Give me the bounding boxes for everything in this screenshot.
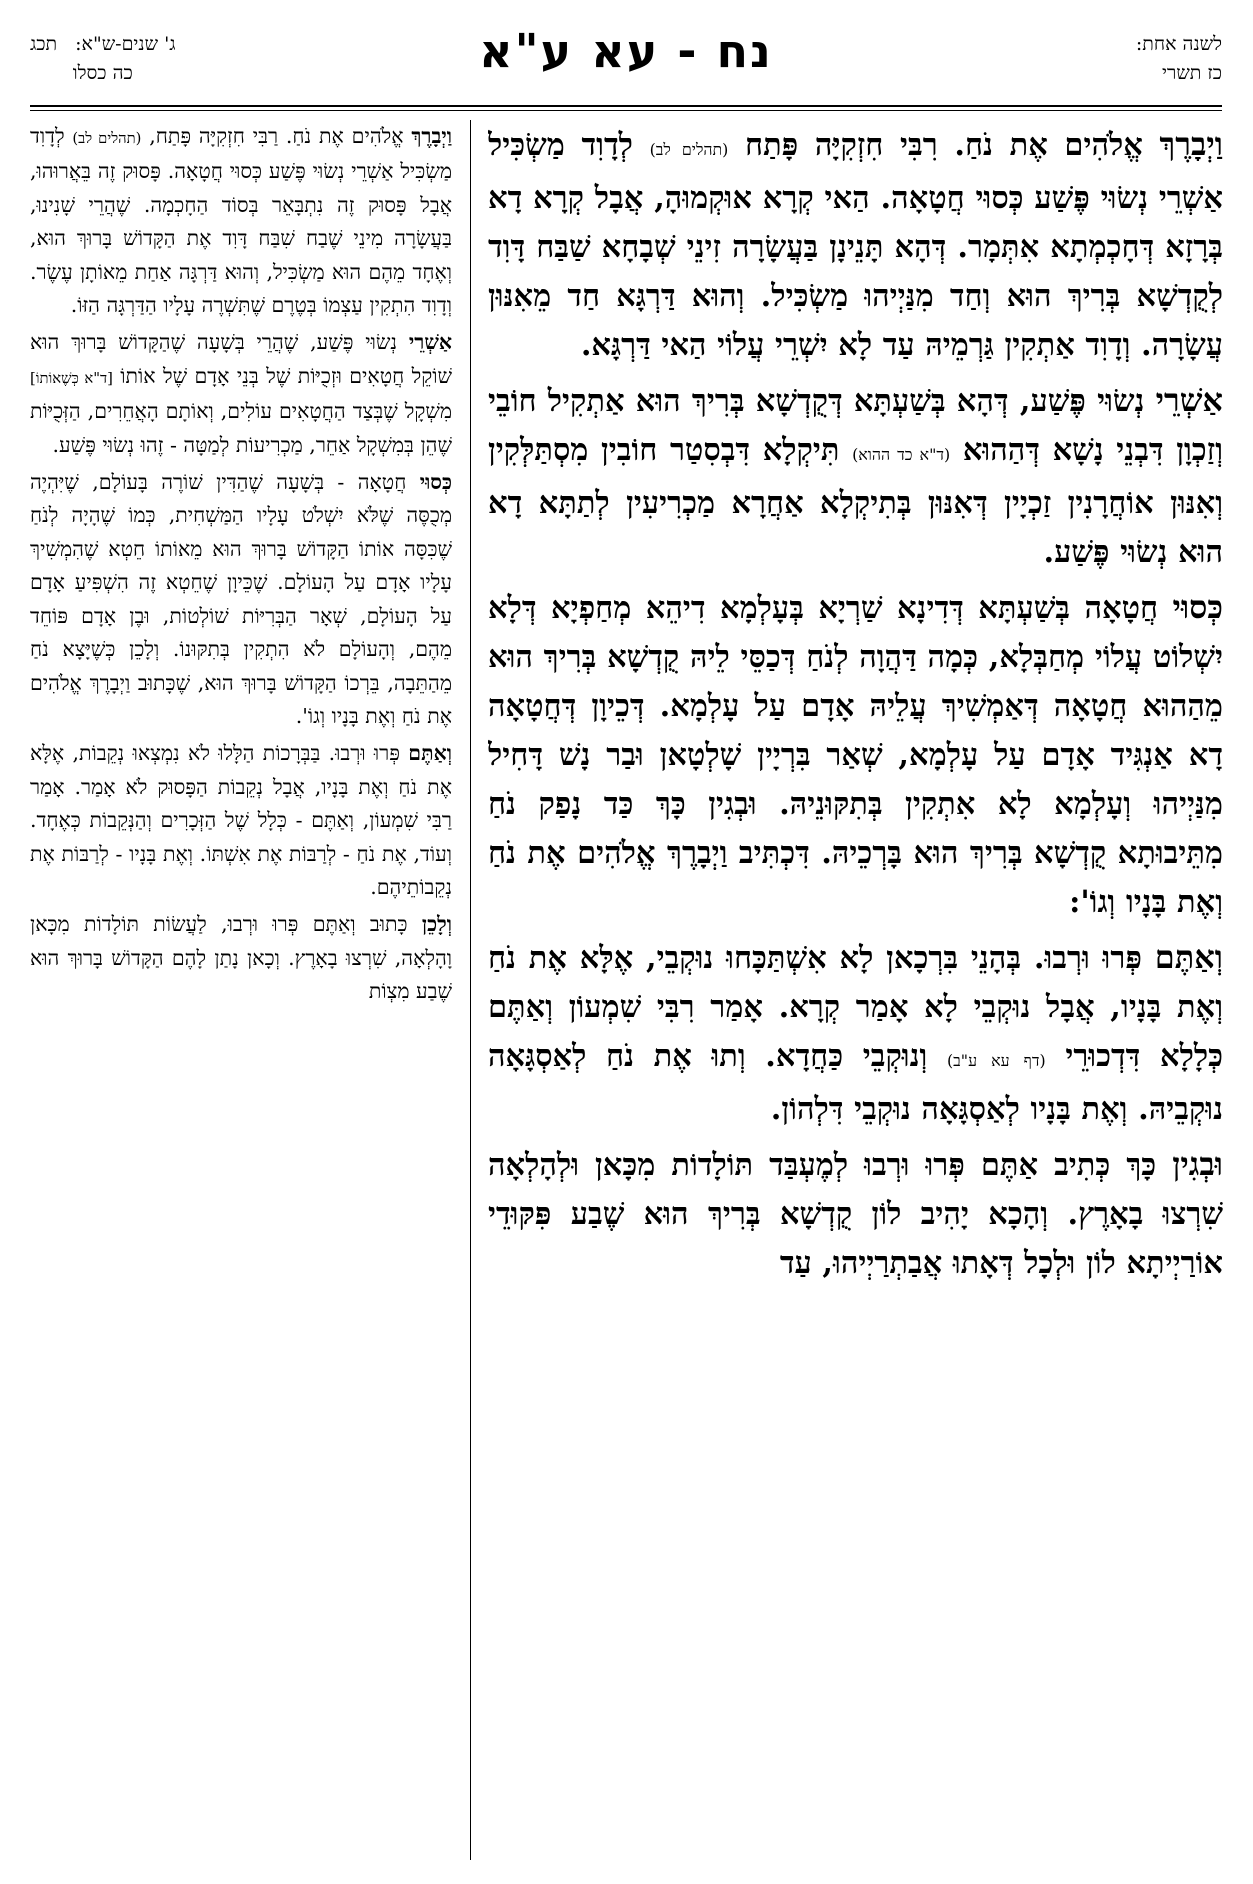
source-reference: (תהלים לב) <box>72 130 142 147</box>
header-rule-thin <box>30 110 1222 111</box>
paragraph-lead-word: כְּסוּי <box>419 470 452 495</box>
paragraph-text: נְשׂוּי פֶּשַׁע, שֶׁהֲרֵי בְּשָׁעָה שֶׁהַקָּדוֹשׁ בָּרוּךְ הוּא שׁוֹקֵל חֲטָאִים וּזְכֻיּוֹת שֶׁל בְּנֵי אָדָם שֶׁל אוֹתוֹ <box>30 330 452 388</box>
paragraph-lead-word: וְאַתֶּם <box>408 741 452 766</box>
paragraph-text: מִשְׁקָל שֶׁבְּצַד הַחֲטָאִים עוֹלִים, וְאוֹתָם הָאֲחֵרִים, הַזְּכֻיּוֹת שֶׁהֵן בְּמִשְׁקָל אַחֵר, מַכְרִיעוֹת לְמַטָּה - זֶהוּ נְשׂוּי פֶּשַׁע. <box>30 399 452 457</box>
paragraph-text: כָּתוּב וְאַתֶּם פְּרוּ וּרְבוּ, לַעֲשׂוֹת תּוֹלָדוֹת מִכָּאן וָהָלְאָה, שִׁרְצוּ בָאָרֶץ. וְכָאן נָתַן לָהֶם הַקָּדוֹשׁ בָּרוּךְ הוּא שֶׁבַע מִצְוֹת <box>30 912 452 1004</box>
paragraph-text: פְּרוּ וּרְבוּ. בַּבְּרָכוֹת הַלָּלוּ לֹא נִמְצְאוּ נְקֵבוֹת, אֶלָּא אֶת נֹחַ וְאֶת בָּנָיו, אֲבָל נְקֵבוֹת הַפָּסוּק לֹא אָמַר. אָמַר רַבִּי שִׁמְעוֹן, וְאַתֶּם - כְּלָל שֶׁל הַזְּכָרִים וְהַנְּקֵבוֹת כְּאֶחָד. וְעוֹד, אֶת נֹחַ - לְרַבּוֹת אֶת אִשְׁתּוֹ. וְאֶת בָּנָיו - לְרַבּוֹת אֶת נְקֵבוֹתֵיהֶם. <box>30 741 452 899</box>
side-paragraph <box>30 326 452 462</box>
source-reference: (ד"א כד ההוא) <box>852 445 951 464</box>
page-header <box>30 24 1222 112</box>
side-paragraph <box>30 466 452 733</box>
paragraph-text: כָּךְ כְּתִיב אַתֶּם פְּרוּ וּרְבוּ לְמֶעְבַּד תּוֹלָדוֹת מִכָּאן וּלְהָלְאָה שִׁרְצוּ בָאָרֶץ. וְהָכָא יָהִיב לוֹן קֻדְשָׁא בְּרִיךְ הוּא שֶׁבַע פִּקּוּדֵי אוֹרַיְיתָא לוֹן וּלְכָל דְּאָתוּ אֲבַתְרַיְיהוּ, עַד <box>488 1147 1223 1281</box>
header-left-block <box>30 30 176 88</box>
side-paragraph <box>30 120 452 322</box>
one-year-cycle-label: לשנה אחת: <box>1135 33 1222 55</box>
main-paragraph <box>488 120 1223 370</box>
paragraph-lead-word: וַיְבָרֶךְ <box>1159 125 1223 163</box>
paragraph-lead-word: אַשְׁרֵי <box>408 330 452 355</box>
header-rule-thick <box>30 105 1222 107</box>
paragraph-lead-word: וְאַתֶּם <box>1154 938 1223 976</box>
paragraph-text: חֲטָאָה בְּשַׁעְתָּא דְּדִינָא שַׁרְיָא בְּעָלְמָא דִיהֵא מְחַפְיָא דְּלָא יִשְׁלוֹט עֲלוֹי מְחַבְּלָא, כְּמָה דַּהֲוָה לְנֹחַ דְּכַסֵּי לֵיהּ קֻדְשָׁא בְּרִיךְ הוּא מֵהַהוּא חֲטָאָה דְּאַמְשִׁיךְ עֲלֵיהּ אָדָם עַל עָלְמָא. דְּכֵיוָן דְּחֲטָאָה דָא אַנְגִּיד אָדָם עַל עָלְמָא, שְׁאַר בִּרְיָין שָׁלְטָאן וּבַר נָשׁ דָּחִיל מִנַּיְיהוּ וְעָלְמָא לָא אִתְקִין בְּתִקּוּנֵיהּ. וּבְגִין כָּךְ כַּד נָפַק נֹחַ מִתֵּיבוּתָא קֻדְשָׁא בְּרִיךְ הוּא בָּרְכֵיהּ. דִּכְתִּיב וַיְבָרֶךְ אֱלֹהִים אֶת נֹחַ וְאֶת בָּנָיו וְגוֹ': <box>488 590 1223 920</box>
paragraph-text: אֱלֹהִים אֶת נֹחַ. רִבִּי חִזְקִיָּה פָּתַח <box>728 127 1160 163</box>
paragraph-lead-word: וּבְגִין <box>1172 1145 1223 1183</box>
page-number: תכג <box>30 33 58 55</box>
paragraph-text: וְנוּקְבֵי כַּחֲדָא. וְתוּ אֶת נֹחַ לְאַסְגָּאָה נוּקְבֵיהּ. וְאֶת בָּנָיו לְאַסְגָּאָה נוּקְבֵי דִּלְהוֹן. <box>488 1038 1223 1127</box>
main-paragraph <box>488 1140 1223 1288</box>
one-year-cycle-date: כז תשרי <box>1162 62 1222 84</box>
page-title: נח - עא ע"א <box>479 24 773 78</box>
paragraph-lead-word: וְלָכֵן <box>421 912 452 937</box>
source-reference: (תהלים לב) <box>649 140 729 159</box>
three-year-cycle-label: ג' שנים-ש"א: <box>75 33 176 55</box>
source-reference: [ד"א כְּשֶׁאוֹתוֹ] <box>30 369 113 387</box>
main-paragraph <box>488 376 1223 577</box>
paragraph-text: לְדָוִד מַשְׂכִּיל אַשְׁרֵי נְשׂוּי פֶּשַׁע כְּסוּי חֲטָאָה. פָּסוּק זֶה בֵּאֲרוּהוּ, אֲבָל פָּסוּק זֶה נִתְבָּאֵר בְּסוֹד הַחָכְמָה. שֶׁהֲרֵי שָׁנִינוּ, בַּעֲשָׂרָה מִינֵי שֶׁבַח שִׁבַּח דָּוִד אֶת הַקָּדוֹשׁ בָּרוּךְ הוּא, וְאֶחָד מֵהֶם הוּא מַשְׂכִּיל, וְהוּא דַּרְגָּה אַחַת מֵאוֹתָן עֶשֶׂר. וְדָוִד הִתְקִין עַצְמוֹ בְּטֶרֶם שֶׁתִּשְׁרֶה עָלָיו הַדַּרְגָּה הַזּוֹ. <box>30 124 452 318</box>
paragraph-text: לְדָוִד מַשְׂכִּיל אַשְׁרֵי נְשׂוּי פֶּשַׁע כְּסוּי חֲטָאָה. הַאי קְרָא אוּקְמוּהָ, אֲבָל קְרָא דָא בְּרָזָא דְּחָכְמְתָא אִתְּמָר. דְּהָא תָּנֵינָן בַּעֲשָׂרָה זִינֵי שְׁבָחָא שַׁבַּח דָּוִד לְקֻדְשָׁא בְּרִיךְ הוּא וְחַד מִנַּיְיהוּ מַשְׂכִּיל. וְהוּא דַּרְגָּא חַד מֵאִנּוּן עֲשָׂרָה. וְדָוִד אַתְקִין גַּרְמֵיהּ עַד לָא יִשְׁרֵי עֲלוֹי הַאי דַּרְגָּא. <box>488 127 1223 363</box>
paragraph-text: תִּיקְלָא דִּבְסִטַר חוֹבִין מִסְתַּלְּקִין וְאִנּוּן אוֹחֲרָנִין זַכְיָין דְּאִנּוּן בְּתִיקְלָא אַחֲרָא מַכְרִיעִין לְתַתָּא דָא הוּא נְשׂוּי פֶּשַׁע. <box>488 432 1223 570</box>
paragraph-text: פְּרוּ וּרְבוּ. בְּהָנֵי בִּרְכָאן לָא אִשְׁתַּכָּחוּ נוּקְבֵי, אֶלָּא אֶת נֹחַ וְאֶת בָּנָיו, אֲבָל נוּקְבֵי לָא אָמַר קְרָא. אָמַר רִבִּי שִׁמְעוֹן וְאַתֶּם כְּלָלָא דִּדְכוּרֵי <box>488 940 1223 1074</box>
paragraph-lead-word: כְּסוּי <box>1172 588 1223 626</box>
paragraph-text: נְשׂוּי פֶּשַׁע, דְּהָא בְּשַׁעְתָּא דְּקֻדְשָׁא בְּרִיךְ הוּא אַתְקִיל חוֹבֵי וְזַכְוָן דִּבְנֵי נָשָׁא דְּהַהוּא <box>488 383 1223 468</box>
paragraph-lead-word: וַיְבָרֶךְ <box>411 124 452 148</box>
source-reference: (דף עא ע"ב) <box>946 1051 1046 1070</box>
three-year-cycle-date: כה כסלו <box>72 62 133 84</box>
main-paragraph <box>488 933 1223 1134</box>
side-paragraph <box>30 908 452 1008</box>
paragraph-text: חֲטָאָה - בְּשָׁעָה שֶׁהַדִּין שׁוֹרֶה בָּעוֹלָם, שֶׁיִּהְיֶה מְכֻסֶּה שֶׁלֹּא יִשְׁלֹט עָלָיו הַמַּשְׁחִית, כְּמוֹ שֶׁהָיָה לְנֹחַ שֶׁכִּסָּה אוֹתוֹ הַקָּדוֹשׁ בָּרוּךְ הוּא מֵאוֹתוֹ חֵטְא שֶׁהִמְשִׁיךְ עָלָיו אָדָם עַל הָעוֹלָם. שֶׁכֵּיוָן שֶׁחֵטְא זֶה הִשְׁפִּיעַ אָדָם עַל הָעוֹלָם, שְׁאָר הַבְּרִיּוֹת שׁוֹלְטוֹת, וּבֶן אָדָם פּוֹחֵד מֵהֶם, וְהָעוֹלָם לֹא הִתְקִין בְּתִקּוּנוֹ. וְלָכֵן כְּשֶׁיָּצָא נֹחַ מֵהַתֵּבָה, בֵּרְכוֹ הַקָּדוֹשׁ בָּרוּךְ הוּא, שֶׁכָּתוּב וַיְבָרֶךְ אֱלֹהִים אֶת נֹחַ וְאֶת בָּנָיו וְגוֹ'. <box>30 470 452 728</box>
main-text-column <box>488 120 1223 1860</box>
main-paragraph <box>488 583 1223 927</box>
paragraph-text: אֱלֹהִים אֶת נֹחַ. רַבִּי חִזְקִיָּה פָּתַח, <box>141 124 412 148</box>
column-divider <box>470 120 471 1860</box>
paragraph-lead-word: אַשְׁרֵי <box>1155 381 1223 419</box>
translation-column <box>30 120 452 1860</box>
side-paragraph <box>30 737 452 904</box>
